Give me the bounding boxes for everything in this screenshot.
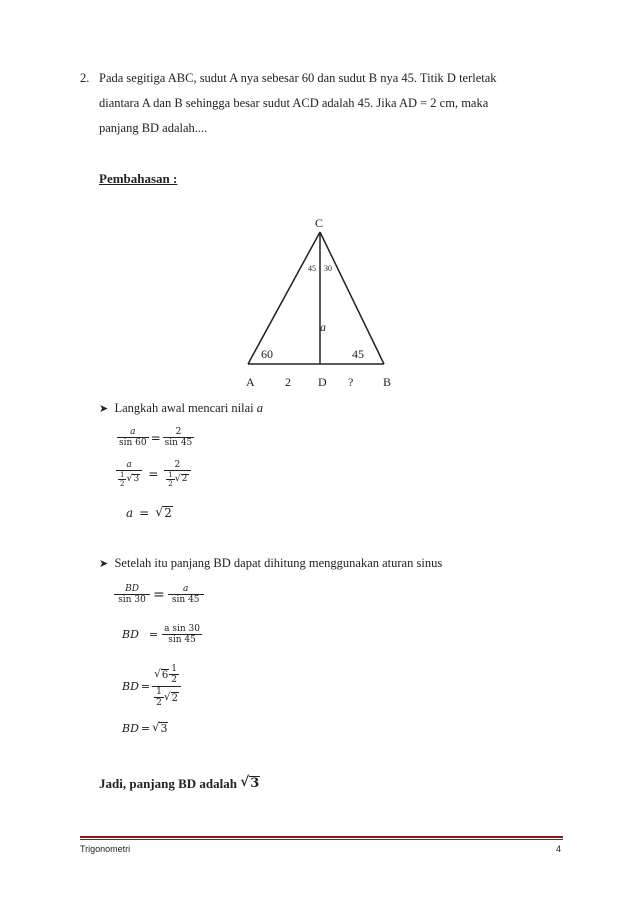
radicand: 3 <box>160 722 168 735</box>
eq-numerator: a <box>130 427 136 437</box>
step2-eq1 <box>114 584 204 606</box>
label-angle-a: 60 <box>261 347 273 361</box>
label-angle-b: 45 <box>352 347 364 361</box>
eq-operator: = <box>139 506 150 521</box>
eq-denominator: sin 60 <box>119 438 147 449</box>
eq-numerator: 2 <box>175 427 182 437</box>
conclusion-text: Jadi, panjang BD adalah <box>99 776 237 791</box>
step1-eq1 <box>117 427 194 449</box>
arrow-bullet-icon: ➤ <box>99 558 109 570</box>
eq-operator: = <box>153 586 165 603</box>
eq-numerator: a <box>183 584 189 594</box>
arrow-bullet-icon: ➤ <box>99 403 109 415</box>
step2-eq4 <box>122 722 168 735</box>
eq-lhs: BD <box>122 679 139 693</box>
step2-text: Setelah itu panjang BD dapat dihitung menggunakan aturan sinus <box>114 556 443 570</box>
label-vertex-c: C <box>315 216 324 230</box>
label-side-cd: a <box>320 320 326 334</box>
footer-title: Trigonometri <box>80 844 131 854</box>
step2-bullet <box>99 556 442 571</box>
coef-numerator: 1 <box>120 471 125 480</box>
step1-bullet <box>99 401 263 416</box>
sqrt-icon: √ <box>154 667 161 680</box>
radicand: 2 <box>181 474 188 485</box>
eq-denominator: sin 45 <box>168 635 196 646</box>
question-line-3: panjang BD adalah.... <box>99 121 208 135</box>
radicand: 2 <box>164 506 172 520</box>
page-number: 4 <box>556 844 562 854</box>
coef-denominator: 2 <box>171 675 177 686</box>
coef-denominator: 2 <box>168 480 173 489</box>
step1-eq2 <box>116 460 191 488</box>
step1-eq3 <box>126 506 173 520</box>
eq-denominator: sin 30 <box>118 595 146 606</box>
radicand: 3 <box>250 776 260 792</box>
eq-lhs: BD <box>122 722 139 736</box>
side-ac <box>248 232 320 364</box>
eq-denominator: sin 45 <box>164 438 193 449</box>
footer-rule <box>80 836 563 838</box>
coef-denominator: 2 <box>156 698 162 709</box>
label-angle-acd: 45 <box>308 264 316 273</box>
side-bc <box>320 232 384 364</box>
section-heading: Pembahasan : <box>99 171 178 186</box>
radicand: 2 <box>171 692 178 704</box>
step1-var: a <box>256 401 264 415</box>
label-angle-bcd: 30 <box>324 264 332 273</box>
eq-numerator: a <box>126 460 132 470</box>
coef-denominator: 2 <box>120 480 125 489</box>
eq-denominator: sin 45 <box>171 595 200 606</box>
eq-lhs: a <box>126 506 134 521</box>
coef-numerator: 1 <box>156 686 162 697</box>
question-number: 2. <box>80 71 90 85</box>
label-point-a: A <box>246 375 255 389</box>
conclusion <box>99 776 260 792</box>
footer-rule-thin <box>80 839 563 840</box>
sqrt-icon: √ <box>126 473 133 485</box>
question-line-2: diantara A dan B sehingga besar sudut ACD adalah 45. Jika AD = 2 cm, maka <box>99 96 489 110</box>
label-length-db: ? <box>348 375 354 389</box>
sqrt-icon: √ <box>155 504 164 519</box>
coef-numerator: 1 <box>171 664 177 674</box>
eq-operator: = <box>150 430 161 445</box>
label-point-d: D <box>318 375 327 389</box>
eq-operator: = <box>148 467 159 482</box>
coef-numerator: 1 <box>168 471 173 480</box>
eq-numerator: BD <box>125 584 139 594</box>
step2-eq2 <box>122 624 202 646</box>
radicand: 3 <box>133 474 140 485</box>
step2-eq3 <box>122 664 181 708</box>
eq-operator: = <box>148 628 159 642</box>
radicand: 6 <box>161 669 169 681</box>
question-line-1: Pada segitiga ABC, sudut A nya sebesar 60 dan sudut B nya 45. Titik D terletak <box>99 71 497 85</box>
label-length-ad: 2 <box>285 375 291 389</box>
sqrt-icon: √ <box>152 720 160 734</box>
eq-numerator: a sin 30 <box>164 624 200 634</box>
step1-text: Langkah awal mencari nilai <box>114 401 254 415</box>
eq-lhs: BD <box>122 628 139 642</box>
sqrt-icon: √ <box>174 473 181 485</box>
sqrt-icon: √ <box>163 690 171 703</box>
label-point-b: B <box>383 375 392 389</box>
eq-numerator: 2 <box>174 460 181 470</box>
eq-operator: = <box>140 679 151 693</box>
sqrt-icon: √ <box>240 774 250 791</box>
eq-operator: = <box>140 722 151 736</box>
